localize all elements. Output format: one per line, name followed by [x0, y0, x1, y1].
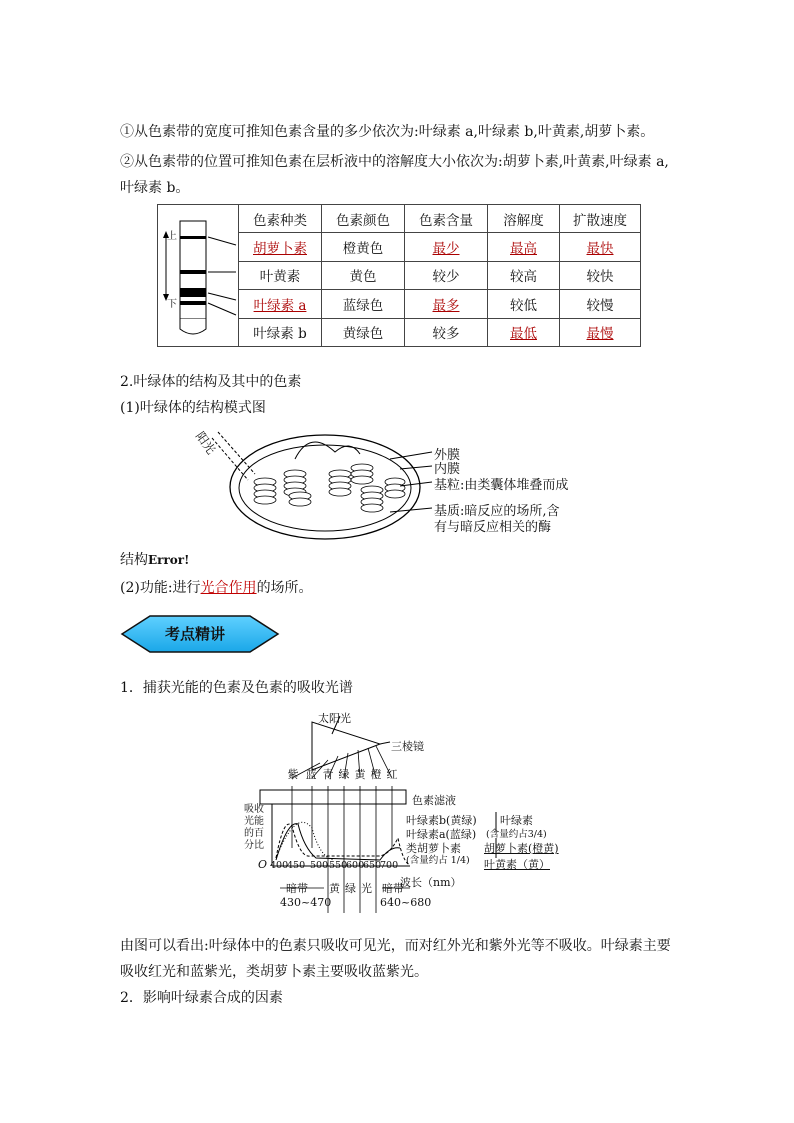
- xanthophyll-label: 叶黄素（黄）: [484, 858, 550, 871]
- table-cell: 黄绿色: [322, 318, 405, 346]
- color-labels: [284, 766, 400, 782]
- table-cell: 最高: [488, 233, 560, 261]
- outer-membrane-label: 外膜: [434, 448, 461, 463]
- table-cell: 最少: [405, 233, 488, 261]
- table-cell: 较高: [488, 261, 560, 289]
- carotenoid-label: 类胡萝卜素: [406, 842, 461, 855]
- y-axis-label-line: 吸收: [244, 804, 264, 815]
- table-cell: 黄色: [322, 261, 405, 289]
- conclusion-line-2: 吸收红光和蓝紫光，类胡萝卜素主要吸收蓝紫光。: [120, 964, 428, 980]
- structure-error: Error!: [148, 553, 190, 567]
- point-2-line-1: ②从色素带的位置可推知色素在层析液中的溶解度大小依次为:胡萝卜素,叶黄素,叶绿素 a,: [120, 154, 669, 170]
- table-cell: 叶黄素: [239, 261, 322, 289]
- header-cell: 色素种类: [239, 205, 322, 233]
- structure-prefix: 结构: [120, 552, 148, 568]
- table-cell: 较快: [560, 261, 641, 289]
- table-cell: 最慢: [560, 318, 641, 346]
- chromatography-strip-cell: [158, 205, 239, 347]
- tick-label: 400: [270, 860, 289, 871]
- table-cell: 较多: [405, 318, 488, 346]
- chlorophyll-percent: (含量约占3/4): [486, 829, 547, 840]
- chlorophyll-b-label: 叶绿素b(黄绿): [406, 814, 477, 827]
- tick-label: 550: [329, 860, 348, 871]
- sunlight-spectrum-label: 太阳光: [318, 712, 351, 725]
- table-cell: 橙黄色: [322, 233, 405, 261]
- color-label: 蓝: [305, 768, 317, 781]
- y-axis-label-line: 光能: [244, 816, 264, 827]
- table-cell: 最快: [560, 233, 641, 261]
- badge-label: 考点精讲: [165, 625, 226, 643]
- tick-label: 600: [346, 860, 365, 871]
- tick-label: 500: [310, 860, 329, 871]
- header-cell: 色素颜色: [322, 205, 405, 233]
- x-axis-unit: 波长（nm）: [400, 876, 462, 889]
- function-answer: 光合作用: [200, 580, 257, 596]
- table-cell: 叶绿素 b: [239, 318, 322, 346]
- stroma-label-2: 有与暗反应相关的酶: [434, 520, 552, 535]
- chromatography-strip: [158, 205, 238, 342]
- y-axis-label-line: 的百: [244, 828, 264, 839]
- prism-label: 三棱镜: [391, 740, 424, 753]
- section-2-sub-1: (1)叶绿体的结构模式图: [120, 400, 266, 416]
- y-axis-label-line: 分比: [244, 840, 264, 851]
- table-cell: 较慢: [560, 290, 641, 318]
- carotene-label: 胡萝卜素(橙黄): [484, 842, 559, 855]
- table-cell: 胡萝卜素: [239, 233, 322, 261]
- dark-band-1-range: 430~470: [280, 896, 332, 909]
- y-axis-label: [244, 804, 264, 852]
- pigment-table: [157, 204, 641, 347]
- tick-label: 450: [287, 860, 306, 871]
- strip-bottom-label: 下: [167, 299, 177, 310]
- function-post: 的场所。: [256, 580, 313, 596]
- inner-membrane-label: 内膜: [434, 462, 461, 477]
- table-cell: 最多: [405, 290, 488, 318]
- dark-band-2-range: 640~680: [380, 896, 432, 909]
- carotenoid-percent: (含量约占 1/4): [406, 855, 470, 866]
- table-cell: 最低: [488, 318, 560, 346]
- point-2-line-2: 叶绿素 b。: [120, 180, 190, 196]
- band-light: 光: [361, 882, 372, 895]
- table-cell: 较低: [488, 290, 560, 318]
- conclusion-line-1: 由图可以看出:叶绿体中的色素只吸收可见光，而对红外光和紫外光等不吸收。叶绿素主要: [120, 938, 671, 954]
- function-line: [120, 578, 313, 598]
- chlorophyll-a-label: 叶绿素a(蓝绿): [406, 828, 477, 841]
- table-cell: 蓝绿色: [322, 290, 405, 318]
- color-label: 绿: [338, 768, 350, 781]
- color-label: 黄: [354, 768, 366, 781]
- header-cell: 溶解度: [488, 205, 560, 233]
- dark-band-1: 暗带: [286, 882, 308, 895]
- x-axis-ticks: [270, 860, 397, 871]
- strip-top-label: 上: [167, 231, 177, 242]
- tick-label: 700: [380, 860, 399, 871]
- table-cell: 较少: [405, 261, 488, 289]
- section-2-title: 2.叶绿体的结构及其中的色素: [120, 374, 302, 390]
- function-pre: (2)功能:进行: [120, 580, 201, 596]
- color-label: 青: [322, 768, 334, 781]
- color-label: 红: [386, 768, 398, 781]
- tick-label: 650: [363, 860, 382, 871]
- color-label: 橙: [370, 768, 382, 781]
- color-label: 紫: [287, 768, 299, 781]
- table-cell: 叶绿素 a: [239, 290, 322, 318]
- origin-label: O: [258, 858, 268, 871]
- grana-label: 基粒:由类囊体堆叠而成: [434, 478, 569, 493]
- chlorophyll-label: 叶绿素: [500, 814, 533, 827]
- header-cell: 色素含量: [405, 205, 488, 233]
- structure-line: [120, 550, 189, 570]
- band-yellow: 黄: [329, 882, 340, 895]
- dark-band-2: 暗带: [382, 882, 404, 895]
- stroma-label-1: 基质:暗反应的场所,含: [434, 504, 560, 519]
- header-cell: 扩散速度: [560, 205, 641, 233]
- section-last-title: 2．影响叶绿素合成的因素: [120, 990, 283, 1006]
- pigment-filtrate-label: 色素滤液: [412, 794, 456, 807]
- spectrum-title: 1．捕获光能的色素及色素的吸收光谱: [120, 680, 353, 696]
- sunlight-label: 阳光: [192, 429, 219, 457]
- band-green: 绿: [345, 882, 356, 895]
- point-1: ①从色素带的宽度可推知色素含量的多少依次为:叶绿素 a,叶绿素 b,叶黄素,胡萝卜素。: [120, 124, 655, 140]
